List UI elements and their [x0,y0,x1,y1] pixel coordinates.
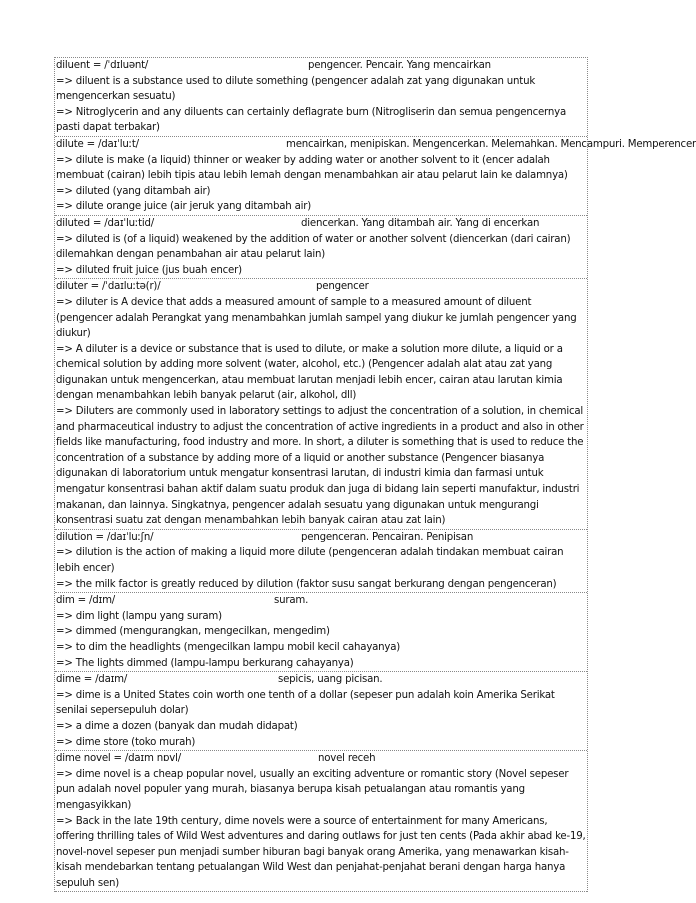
example-line: => Diluters are commonly used in laboratory settings to adjust the concentration of a solution, in chemical and pharmaceutical industry to adjust the concentration of active ingredients in a product and also in other fields like manufacturing, food industry and more. In short, a diluter is something that is used to reduce the concentration of a substance by adding more of a liquid or another substance (Pengencer biasanya digunakan di laboratorium untuk mengatur konsentrasi larutan, di industri kimia dan farmasi untuk mengatur konsentrasi bahan aktif dalam suatu produk dan juga di bidang lain seperti manufaktur, industri makanan, dan lainnya. Singkatnya, pengencer adalah sesuatu yang digunakan untuk mengurangi konsentrasi suatu zat dengan menambahkan lebih banyak cairan atau zat lain) [56,406,584,527]
translation: mencairkan, menipiskan. Mengencerkan. Melemahkan. Mencampuri. Memperencer [286,138,696,150]
headword: dim = /dɪm/ [56,595,116,607]
example-line: => Back in the late 19th century, dime novels were a source of entertainment for many Americans, offering thrilling tales of Wild West adventures and daring outlaws for just ten cents (Pada akhir abad ke-19, novel-novel sepeser pun menjadi sumber hiburan bagi banyak orang Amerika, yang menawarkan kisah-kisah mendebarkan tentang petualangan Wild West dan penjahat-penjahat berani dengan harga hanya sepuluh sen) [56,815,586,889]
entry-diluter [55,279,587,530]
example-line: => diluted fruit juice (jus buah encer) [56,264,242,276]
example-line: => A diluter is a device or substance that is used to dilute, or make a solution more dilute, a liquid or a chemical solution by adding more solvent (water, alcohol, etc.) (Pengencer adalah alat atau zat yang digunakan untuk mengencerkan, atau membuat larutan menjadi lebih encer, cairan atau larutan kimia dengan menambahkan lebih banyak pelarut (air, alkohol, dll) [56,343,563,402]
example-line: => dimmed (mengurangkan, mengecilkan, mengedim) [56,626,330,638]
example-line: => The lights dimmed (lampu-lampu berkurang cahayanya) [56,657,354,669]
example-line: => diluted is (of a liquid) weakened by the addition of water or another solvent (diencerkan (dari cairan) dilemahkan dengan penambahan air atau pelarut lain) [56,233,571,261]
headword: dime = /daɪm/ [56,674,128,686]
entry-dime-novel [55,751,587,892]
translation: diencerkan. Yang ditambah air. Yang di encerkan [301,217,540,229]
example-line: => dim light (lampu yang suram) [56,610,222,622]
headword: dime novel = /daɪm nɒvl/ [56,753,181,765]
translation: novel receh [318,753,376,765]
dictionary-entries [54,57,696,892]
headword: diluted = /daɪˈluːtid/ [56,217,155,229]
example-line: => dilution is the action of making a liquid more dilute (pengenceran adalah tindakan membuat cairan lebih encer) [56,547,564,574]
entry-dim [55,593,587,672]
example-line: => dime is a United States coin worth one tenth of a dollar (sepeser pun adalah koin Amerika Serikat senilai sepersepuluh dolar) [56,689,555,717]
translation: pengencer. Pencair. Yang mencairkan [308,60,491,71]
translation: pengencer [316,281,369,293]
example-line: => to dim the headlights (mengecilkan lampu mobil kecil cahayanya) [56,641,401,653]
entry-dilution [55,530,587,593]
translation: sepicis, uang picisan. [278,674,383,686]
example-line: => Nitroglycerin and any diluents can certainly deflagrate burn (Nitrogliserin dan semua pengencernya pasti dapat terbakar) [56,106,566,134]
example-line: => dime novel is a cheap popular novel, usually an exciting adventure or romantic story (Novel sepeser pun adalah novel populer yang murah, biasanya berupa kisah petualangan atau romantis yang mengasyikkan) [56,768,569,811]
entry-diluted [55,216,587,279]
example-line: => a dime a dozen (banyak dan mudah didapat) [56,720,298,732]
example-line: => dilute is make (a liquid) thinner or weaker by adding water or another solvent to it (encer adalah membuat (cairan) lebih tipis atau lebih lemah dengan menambahkan air atau pelarut lain ke dalamnya) [56,154,568,182]
example-line: => diluter is A device that adds a measured amount of sample to a measured amount of diluent (pengencer adalah Perangkat yang menambahkan jumlah sampel yang diukur ke jumlah pengencer yang diukur) [56,296,577,340]
entry-diluent [55,58,587,137]
translation: suram. [274,595,309,607]
entry-dime [55,672,587,751]
headword: dilution = /daɪˈluːʃn/ [56,531,154,543]
translation: pengenceran. Pencairan. Penipisan [301,531,474,543]
example-line: => dime store (toko murah) [56,736,196,748]
entry-dilute [55,137,696,216]
headword: diluent = /ˈdɪluənt/ [56,60,149,71]
example-line: => dilute orange juice (air jeruk yang ditambah air) [56,201,311,213]
example-line: => diluted (yang ditambah air) [56,185,211,197]
example-line: => diluent is a substance used to dilute something (pengencer adalah zat yang digunakan untuk mengencerkan sesuatu) [56,75,536,103]
headword: diluter = /ˈdaɪluːtə(r)/ [56,281,161,293]
headword: dilute = /daɪˈluːt/ [56,138,139,150]
example-line: => the milk factor is greatly reduced by dilution (faktor susu sangat berkurang dengan pengenceran) [56,578,557,590]
